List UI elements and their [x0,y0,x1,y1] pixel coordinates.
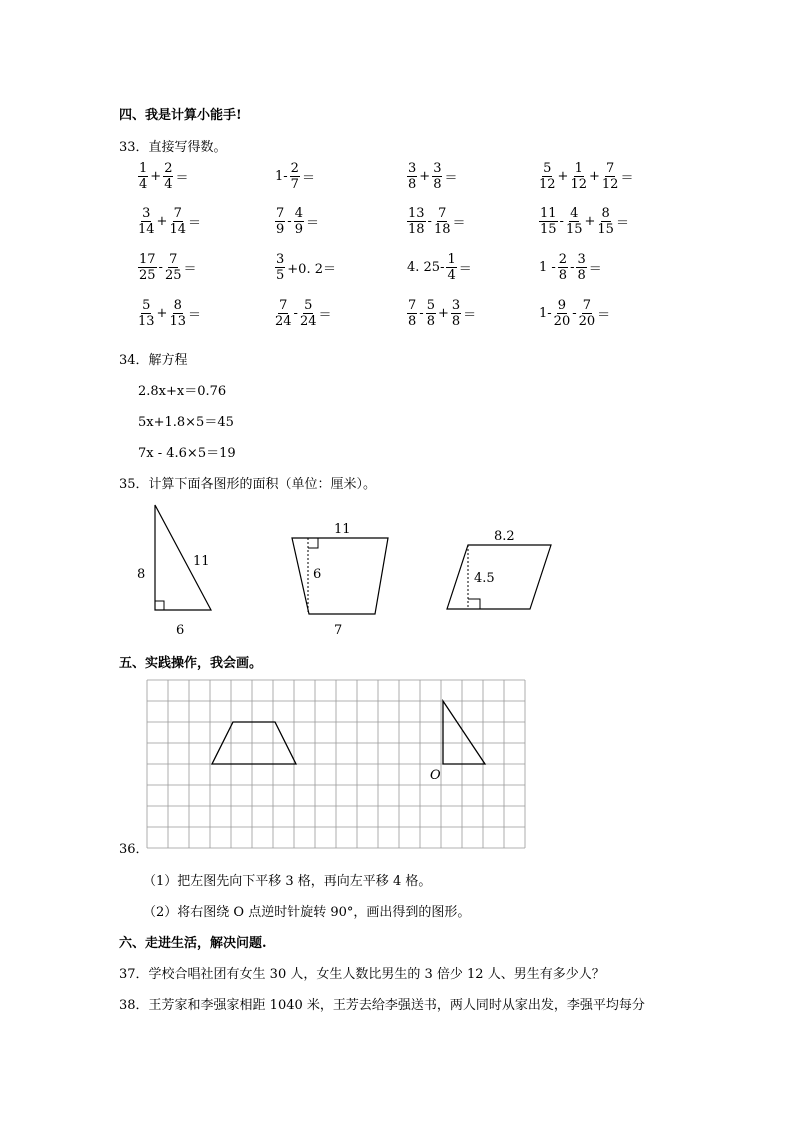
operator: +0. 2＝ [287,262,336,277]
numerator: 9 [557,298,567,313]
operator: ＝ [458,262,472,277]
numerator: 3 [451,298,461,313]
numerator: 5 [304,298,313,313]
denominator: 4 [447,268,456,283]
parallelogram-height-label: 4.5 [474,571,495,586]
numerator: 7 [408,298,417,313]
q36-grid-figure [146,679,528,851]
denominator: 14 [138,222,155,237]
denominator: 15 [540,222,557,237]
trapezoid-figure [292,522,388,638]
operator: - [419,306,424,321]
operator: - [158,260,163,275]
operator: - [570,260,575,275]
parallelogram-top-label: 8.2 [494,529,515,544]
numerator: 3 [433,161,442,176]
operator: ＝ [301,171,315,186]
numerator: 2 [558,252,568,267]
operator: + [150,169,162,184]
denominator: 9 [294,222,303,237]
numerator: 5 [543,161,552,176]
denominator: 9 [276,222,285,237]
operator: ＝ [188,308,202,323]
operator: + [584,214,596,229]
numerator: 7 [276,206,285,221]
operator: 1- [539,306,552,321]
numerator: 8 [173,298,182,313]
numerator: 7 [438,206,447,221]
numerator: 13 [408,206,425,221]
numerator: 8 [601,206,610,221]
numerator: 4 [294,206,303,221]
denominator: 18 [408,222,425,237]
triangle-base-label: 6 [176,623,185,638]
operator: ＝ [175,171,189,186]
denominator: 4 [139,177,148,192]
triangle-hypotenuse-label: 11 [193,554,210,569]
operator: ＝ [615,216,629,231]
operator: + [589,169,600,184]
right-triangle-shape [443,701,485,764]
parallelogram-figure [447,529,551,609]
numerator: 2 [164,161,173,176]
operator: 1- [275,169,288,184]
equation-2: 5x+1.8×5＝45 [138,415,234,430]
denominator: 15 [597,222,614,237]
numerator: 4 [570,206,579,221]
numerator: 3 [142,206,151,221]
q38-text: 38．王芳家和李强家相距 1040 米，王芳去给李强送书，两人同时从家出发，李强平均每分 [119,998,645,1013]
numerator: 5 [426,298,435,313]
operator: ＝ [620,171,634,186]
operator: ＝ [188,216,202,231]
numerator: 1 [574,161,583,176]
numerator: 11 [540,206,557,221]
q36-label: 36． [119,842,149,857]
denominator: 20 [578,314,596,329]
q36-sub1: （1）把左图先向下平移 3 格，再向左平移 4 格。 [143,874,432,889]
numerator: 1 [139,161,148,176]
denominator: 12 [570,177,587,192]
trapezoid-top-label: 11 [334,522,351,537]
denominator: 8 [558,268,568,283]
operator: ＝ [318,308,332,323]
section-6-title: 六、走进生活，解决问题. [119,936,267,951]
point-o-label: O [430,768,441,783]
operator: - [572,306,577,321]
numerator: 7 [582,298,592,313]
operator: - [287,214,292,229]
denominator: 8 [451,314,461,329]
denominator: 15 [565,222,583,237]
operator: 4. 25- [407,260,445,275]
q34-label: 34．解方程 [119,353,188,368]
denominator: 18 [433,222,451,237]
numerator: 3 [408,161,417,176]
q33-label: 33．直接写得数。 [119,140,227,155]
trapezoid-bottom-label: 7 [334,623,343,638]
operator: + [156,306,168,321]
q35-label: 35．计算下面各图形的面积（单位：厘米）。 [119,477,377,492]
numerator: 2 [290,161,299,176]
denominator: 7 [290,177,299,192]
denominator: 4 [164,177,173,192]
right-triangle-figure [137,505,211,638]
denominator: 8 [408,177,417,192]
denominator: 12 [601,177,619,192]
denominator: 8 [433,177,442,192]
numerator: 5 [142,298,151,313]
operator: + [419,169,431,184]
numerator: 7 [606,161,615,176]
denominator: 24 [275,314,292,329]
operator: - [293,306,298,321]
operator: ＝ [463,308,477,323]
operator: + [557,169,569,184]
triangle-height-label: 8 [137,567,146,582]
operator: ＝ [183,262,197,277]
numerator: 3 [577,252,586,267]
operator: ＝ [444,171,458,186]
trapezoid-height-label: 6 [313,567,322,582]
denominator: 8 [408,314,417,329]
numerator: 3 [276,252,285,267]
numerator: 7 [279,298,288,313]
denominator: 20 [553,314,571,329]
numerator: 1 [447,252,456,267]
operator: + [156,214,168,229]
denominator: 25 [139,268,156,283]
denominator: 8 [577,268,586,283]
operator: ＝ [305,216,319,231]
numerator: 7 [169,252,178,267]
operator: 1 - [539,260,556,275]
operator: - [427,214,432,229]
q37-text: 37．学校合唱社团有女生 30 人，女生人数比男生的 3 倍少 12 人、男生有多少人？ [119,967,605,982]
denominator: 24 [299,314,317,329]
section-4-title: 四、我是计算小能手! [119,108,242,123]
equation-1: 2.8x+x＝0.76 [138,384,227,399]
denominator: 14 [169,222,186,237]
denominator: 25 [164,268,182,283]
q36-sub2: （2）将右图绕 O 点逆时针旋转 90°，画出得到的图形。 [143,905,471,920]
operator: ＝ [588,262,602,277]
section-5-title: 五、实践操作，我会画。 [119,656,263,671]
denominator: 13 [169,314,186,329]
operator: + [437,306,449,321]
operator: ＝ [597,308,611,323]
denominator: 12 [539,177,556,192]
numerator: 7 [173,206,182,221]
numerator: 17 [139,252,156,267]
equation-3: 7x - 4.6×5＝19 [138,446,236,461]
denominator: 13 [138,314,155,329]
denominator: 5 [276,268,285,283]
denominator: 8 [426,314,435,329]
operator: ＝ [452,216,466,231]
operator: - [559,214,564,229]
